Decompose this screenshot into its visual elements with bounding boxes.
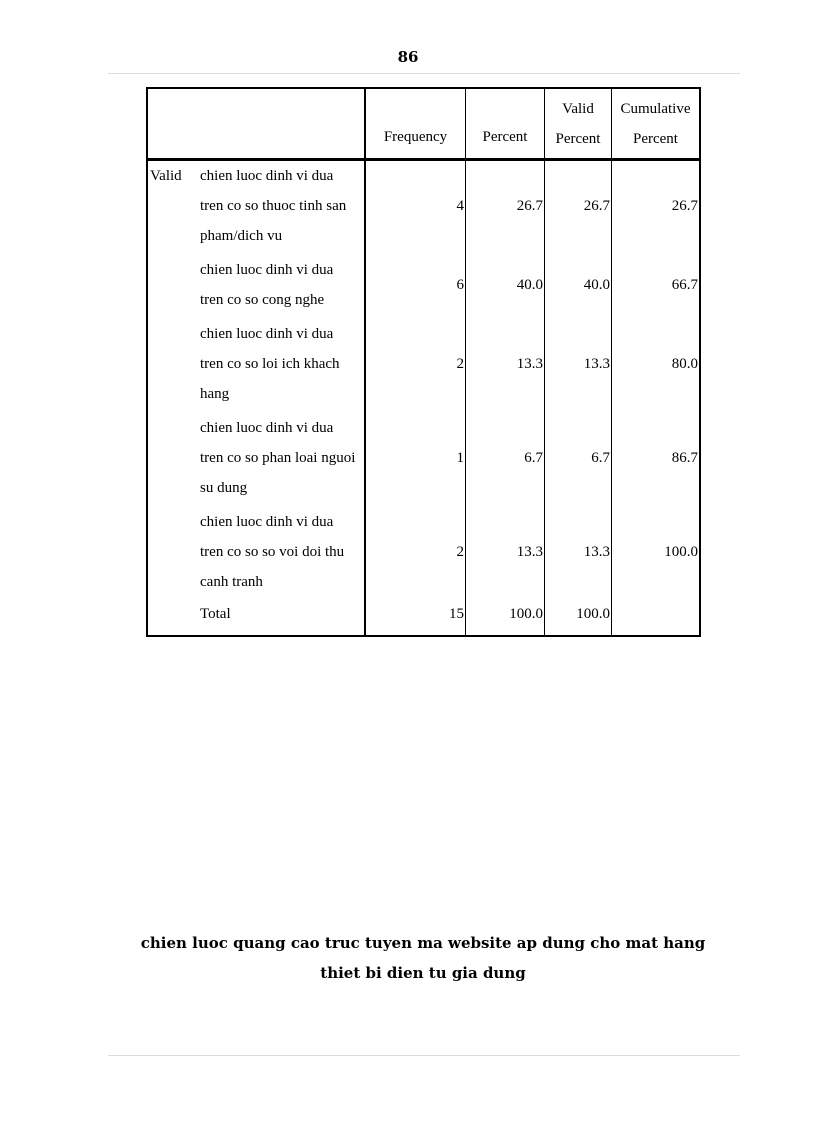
cell-cumulative-percent: 26.7 <box>671 198 698 214</box>
cell-cumulative-percent: 100.0 <box>664 544 698 560</box>
cell-percent: 40.0 <box>466 253 545 317</box>
row-label: chien luoc dinh vi dua tren co so cong nghe <box>200 253 365 317</box>
table-row <box>147 160 700 254</box>
total-frequency: 15 <box>365 599 466 636</box>
table-row <box>147 317 700 411</box>
header-blank-cell <box>147 88 365 160</box>
footer-rule <box>108 1055 740 1056</box>
group-label: Valid <box>150 168 182 184</box>
cell-percent: 13.3 <box>466 317 545 411</box>
table-total-row <box>147 599 700 636</box>
row-label: chien luoc dinh vi dua tren co so so voi doi thu canh tranh <box>200 505 365 599</box>
table-caption: chien luoc quang cao truc tuyen ma website ap dung cho mat hang thiet bi dien tu gia dung <box>140 934 706 982</box>
total-percent: 100.0 <box>466 599 545 636</box>
table-row <box>147 253 700 317</box>
cell-valid-percent: 26.7 <box>545 160 612 254</box>
cell-cumulative-percent: 86.7 <box>671 450 698 466</box>
total-cumulative-percent <box>612 599 701 636</box>
cell-percent: 6.7 <box>466 411 545 505</box>
header-rule <box>108 73 740 74</box>
row-label: chien luoc dinh vi dua tren co so phan loai nguoi su dung <box>200 411 365 505</box>
cell-frequency: 4 <box>365 160 466 254</box>
total-label: Total <box>200 599 365 636</box>
page-number: 86 <box>397 48 419 66</box>
cell-percent: 13.3 <box>466 505 545 599</box>
cell-percent: 26.7 <box>466 160 545 254</box>
row-label: chien luoc dinh vi dua tren co so loi ich khach hang <box>200 317 365 411</box>
cell-valid-percent: 40.0 <box>545 253 612 317</box>
cell-frequency: 2 <box>365 505 466 599</box>
cell-valid-percent: 13.3 <box>545 317 612 411</box>
cell-cumulative-percent: 80.0 <box>671 356 698 372</box>
row-label: chien luoc dinh vi dua tren co so thuoc tinh san pham/dich vu <box>200 160 365 254</box>
table-row <box>147 505 700 599</box>
cell-frequency: 2 <box>365 317 466 411</box>
table-row <box>147 411 700 505</box>
cell-valid-percent: 6.7 <box>545 411 612 505</box>
header-frequency: Frequency <box>365 88 466 160</box>
table-header-row <box>147 88 700 160</box>
cell-frequency: 1 <box>365 411 466 505</box>
cell-cumulative-percent: 66.7 <box>671 277 698 293</box>
frequency-table <box>146 87 701 637</box>
header-valid-percent: Valid Percent <box>545 88 612 160</box>
total-valid-percent: 100.0 <box>545 599 612 636</box>
cell-frequency: 6 <box>365 253 466 317</box>
header-percent: Percent <box>466 88 545 160</box>
cell-valid-percent: 13.3 <box>545 505 612 599</box>
header-cumulative-percent: Cumulative Percent <box>620 100 691 147</box>
